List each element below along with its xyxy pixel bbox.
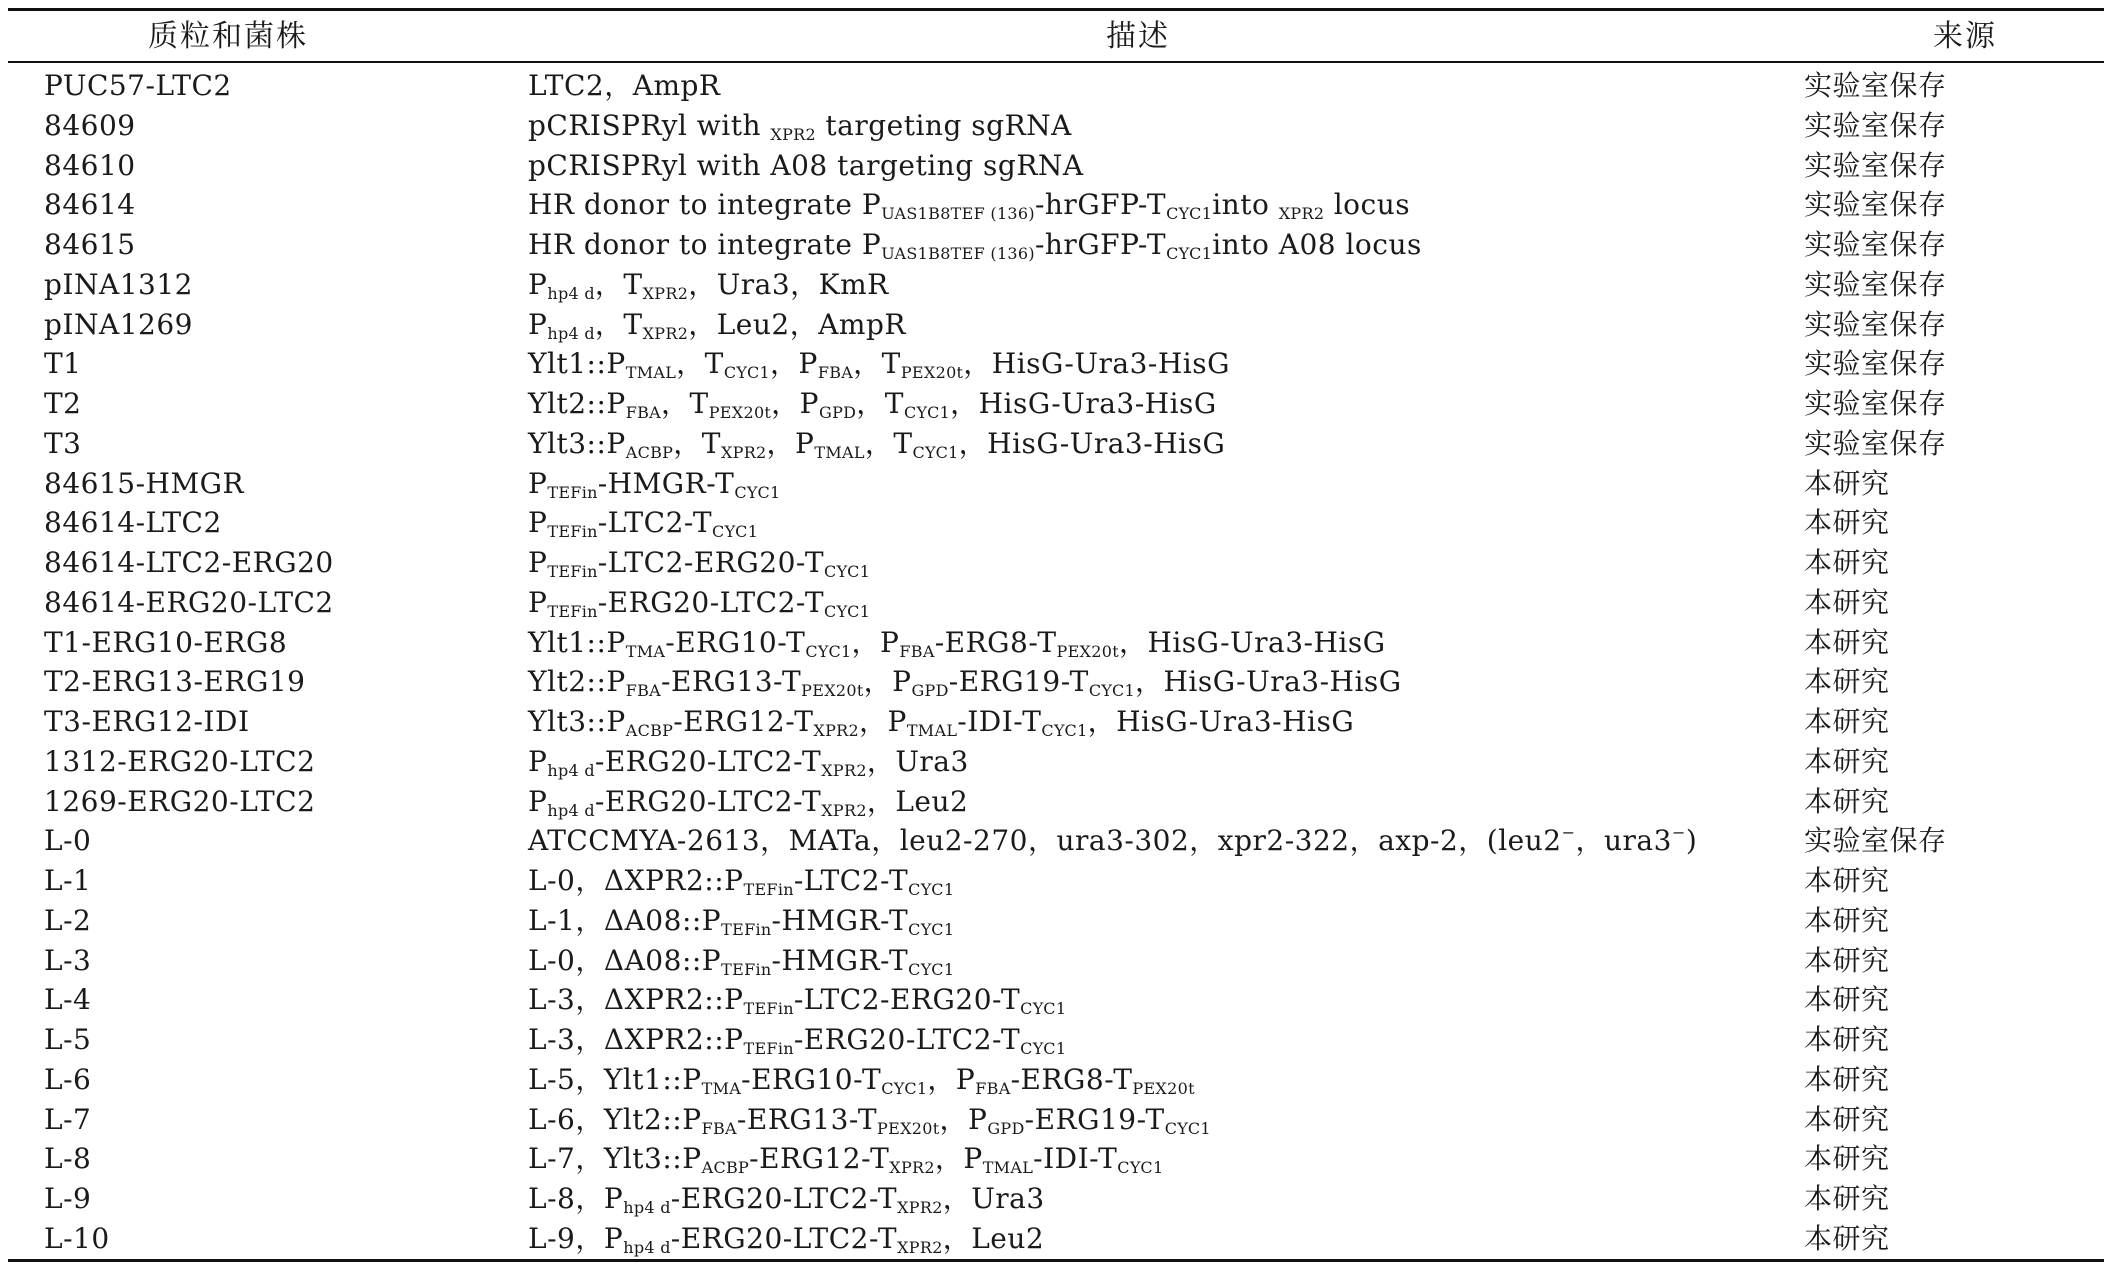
subscript: FBA xyxy=(975,1078,1011,1098)
subscript: CYC1 xyxy=(734,482,781,502)
text-run: -ERG20-LTC2-T xyxy=(670,1182,898,1215)
subscript: CYC1 xyxy=(824,601,871,621)
text-run: P xyxy=(528,307,548,341)
text-run: -hrGFP-T xyxy=(1034,228,1167,261)
text-run: L-7，Ylt3::P xyxy=(528,1142,702,1176)
table-row xyxy=(8,146,2104,186)
table-row xyxy=(8,464,2104,504)
text-run: Ylt1::P xyxy=(528,347,626,381)
cell-description xyxy=(528,268,889,302)
cell-name: L-1 xyxy=(44,864,92,897)
cell-name: L-7 xyxy=(44,1102,92,1136)
cell-name: 1269-ERG20-LTC2 xyxy=(44,784,316,818)
text-run: -ERG13-T xyxy=(661,665,802,699)
cell-description xyxy=(528,228,1422,262)
subscript: TMAL xyxy=(625,363,677,383)
subscript: XPR2 xyxy=(821,800,867,820)
subscript: CYC1 xyxy=(723,363,770,383)
subscript: CYC1 xyxy=(1166,244,1213,263)
cell-source: 本研究 xyxy=(1804,983,1890,1017)
table-row xyxy=(8,1139,2104,1179)
subscript: TEFin xyxy=(547,482,598,502)
text-run: locus xyxy=(1324,188,1411,222)
cell-source: 本研究 xyxy=(1804,705,1890,738)
text-run: targeting sgRNA xyxy=(815,108,1072,142)
text-run: ，HisG-Ura3-HisG xyxy=(1135,665,1402,699)
text-run: L-3，ΔXPR2::P xyxy=(528,1023,744,1056)
table-row xyxy=(8,225,2104,265)
cell-name: L-9 xyxy=(44,1182,92,1215)
text-run: Ylt2::P xyxy=(528,665,626,699)
subscript: XPR2 xyxy=(889,1158,935,1178)
cell-description xyxy=(528,745,969,779)
cell-name: L-10 xyxy=(44,1221,110,1255)
subscript: CYC1 xyxy=(1117,1158,1164,1178)
subscript: TMA xyxy=(625,641,666,661)
text-run: L-6，Ylt2::P xyxy=(528,1102,702,1136)
text-run: into A08 locus xyxy=(1212,228,1422,261)
cell-source: 本研究 xyxy=(1804,506,1890,540)
text-run: ，T xyxy=(661,387,709,420)
subscript: CYC1 xyxy=(881,1078,928,1098)
text-run: -LTC2-T xyxy=(597,506,713,540)
cell-description xyxy=(528,1142,1163,1176)
subscript: CYC1 xyxy=(824,562,871,581)
text-run: ) xyxy=(1685,824,1698,858)
subscript: CYC1 xyxy=(908,919,955,939)
table-row xyxy=(8,344,2104,384)
table-row xyxy=(8,702,2104,742)
cell-name: T2 xyxy=(44,387,82,420)
text-run: L-5，Ylt1::P xyxy=(528,1062,702,1096)
text-run: -ERG20-LTC2-T xyxy=(597,585,825,619)
table-row xyxy=(8,265,2104,305)
cell-name: 1312-ERG20-LTC2 xyxy=(44,744,316,778)
cell-name: T1 xyxy=(44,347,82,381)
text-run: HR donor to integrate P xyxy=(528,228,882,261)
subscript: CYC1 xyxy=(908,880,955,899)
table-row xyxy=(8,821,2104,861)
text-run: -ERG10-T xyxy=(741,1062,882,1096)
table-row xyxy=(8,662,2104,702)
cell-name: T3-ERG12-IDI xyxy=(44,705,250,738)
text-run: ，HisG-Ura3-HisG xyxy=(963,347,1230,381)
text-run: ，P xyxy=(863,665,912,699)
subscript: UAS1B8TEF (136) xyxy=(881,204,1035,224)
text-run: -ERG13-T xyxy=(736,1102,878,1136)
subscript: XPR2 xyxy=(1278,204,1325,224)
table-body xyxy=(8,63,2104,1259)
cell-description xyxy=(528,308,906,342)
cell-source: 本研究 xyxy=(1804,1023,1890,1056)
text-run: ，HisG-Ura3-HisG xyxy=(1118,625,1386,659)
text-run: ，Ura3，KmR xyxy=(688,267,889,301)
table-row xyxy=(8,424,2104,464)
cell-name: L-0 xyxy=(44,824,92,858)
cell-source: 实验室保存 xyxy=(1804,228,1947,261)
cell-name: L-4 xyxy=(44,983,92,1017)
header-description: 描述 xyxy=(1106,19,1170,54)
subscript: ACBP xyxy=(701,1158,750,1178)
text-run: -HMGR-T xyxy=(771,943,909,977)
text-run: ，T xyxy=(856,387,904,420)
cell-source: 实验室保存 xyxy=(1804,267,1947,301)
table-row xyxy=(8,583,2104,623)
cell-description xyxy=(528,347,1230,381)
text-run: pCRISPRyl with xyxy=(528,108,771,142)
text-run: Ylt3::P xyxy=(528,426,626,460)
text-run: ATCCMYA-2613，MATa，leu2-270，ura3-302，xpr2-322，axp-2，(leu2 xyxy=(528,824,1562,858)
cell-description xyxy=(528,626,1386,660)
subscript: XPR2 xyxy=(770,124,816,144)
cell-name: 84609 xyxy=(44,108,136,142)
subscript: CYC1 xyxy=(805,641,852,661)
cell-description xyxy=(528,387,1217,421)
text-run: ，Ura3 xyxy=(866,744,969,778)
subscript: hp4 d xyxy=(547,760,595,780)
subscript: CYC1 xyxy=(903,403,951,422)
text-run: L-9，P xyxy=(528,1221,624,1255)
text-run: Ylt1::P xyxy=(528,625,626,659)
subscript: PEX20t xyxy=(708,403,772,422)
table-row xyxy=(8,1179,2104,1219)
text-run: P xyxy=(528,267,548,301)
superscript: − xyxy=(1671,823,1686,843)
cell-name: 84614-LTC2 xyxy=(44,506,222,540)
text-run: P xyxy=(528,546,548,579)
table-row xyxy=(8,782,2104,822)
subscript: hp4 d xyxy=(547,323,595,343)
subscript: hp4 d xyxy=(547,800,595,820)
text-run: -HMGR-T xyxy=(771,903,909,937)
table-row xyxy=(8,106,2104,146)
text-run: ，P xyxy=(770,347,818,381)
cell-name: pINA1269 xyxy=(44,307,193,341)
text-run: ，P xyxy=(771,387,820,420)
cell-name: L-8 xyxy=(44,1142,92,1176)
text-run: ，P xyxy=(851,625,900,659)
cell-name: L-5 xyxy=(44,1023,92,1056)
text-run: -LTC2-T xyxy=(793,864,909,897)
table-row xyxy=(8,1060,2104,1100)
table-row xyxy=(8,941,2104,981)
subscript: TMAL xyxy=(906,721,958,740)
cell-description xyxy=(528,983,1066,1017)
table-header xyxy=(8,11,2104,61)
text-run: -ERG20-LTC2-T xyxy=(670,1221,898,1255)
text-run: -ERG12-T xyxy=(749,1142,890,1176)
cell-source: 本研究 xyxy=(1804,943,1890,977)
cell-source: 实验室保存 xyxy=(1804,307,1947,341)
subscript: GPD xyxy=(911,681,949,701)
subscript: PEX20t xyxy=(801,681,864,701)
table-row xyxy=(8,543,2104,583)
cell-description xyxy=(528,1103,1211,1137)
subscript: CYC1 xyxy=(1041,721,1088,740)
subscript: CYC1 xyxy=(908,959,955,979)
cell-name: T3 xyxy=(44,426,82,460)
cell-source: 本研究 xyxy=(1804,585,1890,619)
subscript: FBA xyxy=(899,641,935,661)
cell-source: 实验室保存 xyxy=(1804,824,1947,858)
cell-source: 本研究 xyxy=(1804,1182,1890,1215)
cell-description xyxy=(528,427,1225,461)
cell-source: 本研究 xyxy=(1804,864,1890,897)
cell-description xyxy=(528,864,954,898)
table-row xyxy=(8,305,2104,345)
cell-source: 实验室保存 xyxy=(1804,347,1947,381)
text-run: P xyxy=(528,784,548,818)
cell-source: 本研究 xyxy=(1804,1221,1890,1255)
text-run: ，Leu2 xyxy=(866,784,969,818)
subscript: GPD xyxy=(819,403,857,422)
cell-description xyxy=(528,904,954,938)
text-run: ，P xyxy=(939,1102,988,1136)
text-run: P xyxy=(528,585,548,619)
subscript: TEFin xyxy=(547,601,598,621)
subscript: PEX20t xyxy=(1056,641,1119,661)
table-row xyxy=(8,980,2104,1020)
cell-description xyxy=(528,1182,1045,1216)
text-run: ，Leu2，AmpR xyxy=(688,307,906,341)
cell-source: 本研究 xyxy=(1804,784,1890,818)
table-row xyxy=(8,503,2104,543)
text-run: ，P xyxy=(927,1062,976,1096)
subscript: CYC1 xyxy=(912,442,959,462)
subscript: TMA xyxy=(701,1078,742,1098)
subscript: hp4 d xyxy=(623,1198,671,1217)
text-run: P xyxy=(528,506,548,540)
text-run: L-0，ΔXPR2::P xyxy=(528,864,744,897)
text-run: -hrGFP-T xyxy=(1034,188,1167,222)
subscript: ACBP xyxy=(625,721,674,740)
cell-source: 本研究 xyxy=(1804,903,1890,937)
text-run: L-3，ΔXPR2::P xyxy=(528,983,744,1017)
text-run: ，T xyxy=(594,307,643,341)
subscript: PEX20t xyxy=(900,363,964,383)
table-row xyxy=(8,384,2104,424)
subscript: FBA xyxy=(701,1118,737,1138)
text-run: ，T xyxy=(594,267,643,301)
cell-source: 实验室保存 xyxy=(1804,387,1947,420)
cell-source: 本研究 xyxy=(1804,1142,1890,1176)
cell-description xyxy=(528,188,1410,222)
subscript: XPR2 xyxy=(720,442,767,462)
text-run: ，Ura3 xyxy=(942,1182,1045,1215)
cell-name: PUC57-LTC2 xyxy=(44,69,232,102)
text-run: L-0，ΔA08::P xyxy=(528,943,722,977)
subscript: XPR2 xyxy=(897,1237,943,1257)
cell-source: 本研究 xyxy=(1804,625,1890,659)
text-run: ，T xyxy=(864,426,913,460)
subscript: FBA xyxy=(817,363,854,383)
text-run: ，Leu2 xyxy=(942,1221,1045,1255)
header-plasmid-strain: 质粒和菌株 xyxy=(148,19,308,54)
subscript: TEFin xyxy=(743,1039,794,1058)
text-run: -ERG20-LTC2-T xyxy=(594,744,822,778)
cell-name: 84614-ERG20-LTC2 xyxy=(44,585,334,619)
subscript: GPD xyxy=(987,1118,1025,1138)
cell-name: T2-ERG13-ERG19 xyxy=(44,665,306,699)
subscript: XPR2 xyxy=(642,323,689,343)
text-run: Ylt2::P xyxy=(528,387,626,420)
subscript: CYC1 xyxy=(1088,681,1136,701)
cell-description xyxy=(528,705,1354,739)
text-run: ，HisG-Ura3-HisG xyxy=(958,426,1226,460)
text-run: P xyxy=(528,466,548,500)
text-run: -ERG19-T xyxy=(948,665,1089,699)
cell-description xyxy=(528,785,968,819)
text-run: -IDI-T xyxy=(1033,1142,1118,1176)
text-run: L-1，ΔA08::P xyxy=(528,903,722,937)
cell-description xyxy=(528,506,758,540)
cell-source: 本研究 xyxy=(1804,546,1890,579)
cell-source: 本研究 xyxy=(1804,665,1890,699)
cell-source: 实验室保存 xyxy=(1804,148,1947,182)
text-run: pCRISPRyl with A08 targeting sgRNA xyxy=(528,148,1084,182)
text-run: -ERG12-T xyxy=(673,705,814,738)
text-run: -ERG8-T xyxy=(934,625,1057,659)
subscript: TEFin xyxy=(547,522,598,542)
text-run: -ERG8-T xyxy=(1010,1062,1133,1096)
cell-name: T1-ERG10-ERG8 xyxy=(44,625,288,659)
text-run: -LTC2-ERG20-T xyxy=(793,983,1021,1017)
cell-name: L-3 xyxy=(44,943,92,977)
subscript: UAS1B8TEF (136) xyxy=(881,244,1035,263)
subscript: hp4 d xyxy=(547,283,595,303)
text-run: ，HisG-Ura3-HisG xyxy=(1087,705,1355,738)
bottom-rule xyxy=(8,1259,2104,1262)
text-run: Ylt3::P xyxy=(528,705,626,738)
cell-name: 84610 xyxy=(44,148,136,182)
table-row xyxy=(8,861,2104,901)
cell-description xyxy=(528,944,954,978)
cell-description xyxy=(528,1023,1066,1057)
table-row xyxy=(8,185,2104,225)
cell-source: 实验室保存 xyxy=(1804,69,1947,102)
cell-name: 84614-LTC2-ERG20 xyxy=(44,546,334,579)
text-run: ，T xyxy=(853,347,901,381)
subscript: PEX20t xyxy=(1132,1078,1195,1098)
text-run: ，P xyxy=(766,426,815,460)
cell-description xyxy=(528,546,870,580)
text-run: -ERG19-T xyxy=(1024,1102,1165,1136)
subscript: FBA xyxy=(625,403,662,422)
text-run: HR donor to integrate P xyxy=(528,188,882,222)
cell-description xyxy=(528,824,1697,858)
cell-source: 本研究 xyxy=(1804,466,1890,500)
subscript: PEX20t xyxy=(877,1118,940,1138)
subscript: TEFin xyxy=(743,999,794,1019)
cell-description xyxy=(528,69,721,103)
cell-source: 实验室保存 xyxy=(1804,108,1947,142)
text-run: -ERG20-LTC2-T xyxy=(594,784,822,818)
table-row xyxy=(8,742,2104,782)
cell-description xyxy=(528,1222,1044,1256)
subscript: TMAL xyxy=(982,1158,1034,1178)
text-run: ，P xyxy=(858,705,907,738)
cell-source: 本研究 xyxy=(1804,1102,1890,1136)
text-run: ，T xyxy=(676,347,724,381)
table-row xyxy=(8,1100,2104,1140)
superscript: − xyxy=(1561,823,1576,843)
cell-description xyxy=(528,467,781,501)
text-run: ，P xyxy=(934,1142,983,1176)
subscript: XPR2 xyxy=(642,283,689,303)
strain-table xyxy=(8,8,2104,1262)
text-run: P xyxy=(528,744,548,778)
text-run: -IDI-T xyxy=(957,705,1042,738)
subscript: TEFin xyxy=(721,919,772,939)
cell-name: 84614 xyxy=(44,188,136,222)
table-row xyxy=(8,1219,2104,1259)
table-row xyxy=(8,901,2104,941)
subscript: FBA xyxy=(625,681,662,701)
cell-source: 本研究 xyxy=(1804,1062,1890,1096)
header-source: 来源 xyxy=(1933,19,1997,54)
subscript: XPR2 xyxy=(821,760,867,780)
text-run: -HMGR-T xyxy=(597,466,735,500)
cell-description xyxy=(528,586,870,620)
subscript: TMAL xyxy=(814,442,865,462)
subscript: hp4 d xyxy=(623,1237,671,1257)
text-run: -ERG20-LTC2-T xyxy=(793,1023,1021,1056)
cell-description xyxy=(528,665,1402,699)
text-run: into xyxy=(1212,188,1279,222)
cell-name: pINA1312 xyxy=(44,267,193,301)
table-row xyxy=(8,66,2104,106)
cell-name: 84615-HMGR xyxy=(44,466,245,500)
cell-name: L-2 xyxy=(44,903,92,937)
subscript: XPR2 xyxy=(897,1198,943,1217)
subscript: TEFin xyxy=(547,562,598,581)
cell-description xyxy=(528,109,1072,143)
subscript: ACBP xyxy=(625,442,674,462)
cell-name: 84615 xyxy=(44,228,136,261)
subscript: TEFin xyxy=(743,880,794,899)
subscript: XPR2 xyxy=(813,721,859,740)
text-run: ，ura3 xyxy=(1575,824,1672,858)
subscript: CYC1 xyxy=(1166,204,1213,224)
table-row xyxy=(8,623,2104,663)
text-run: ，HisG-Ura3-HisG xyxy=(950,387,1217,420)
text-run: -LTC2-ERG20-T xyxy=(597,546,825,579)
subscript: TEFin xyxy=(721,959,772,979)
cell-source: 实验室保存 xyxy=(1804,426,1947,460)
subscript: CYC1 xyxy=(1020,1039,1067,1058)
subscript: CYC1 xyxy=(712,522,759,542)
text-run: -ERG10-T xyxy=(665,625,806,659)
cell-description xyxy=(528,1063,1195,1097)
text-run: L-8，P xyxy=(528,1182,624,1215)
text-run: LTC2，AmpR xyxy=(528,69,721,102)
subscript: CYC1 xyxy=(1164,1118,1211,1138)
cell-name: L-6 xyxy=(44,1062,92,1096)
subscript: CYC1 xyxy=(1020,999,1067,1019)
text-run: ，T xyxy=(673,426,721,460)
cell-description xyxy=(528,149,1084,183)
table-row xyxy=(8,1020,2104,1060)
cell-source: 本研究 xyxy=(1804,744,1890,778)
cell-source: 实验室保存 xyxy=(1804,188,1947,222)
